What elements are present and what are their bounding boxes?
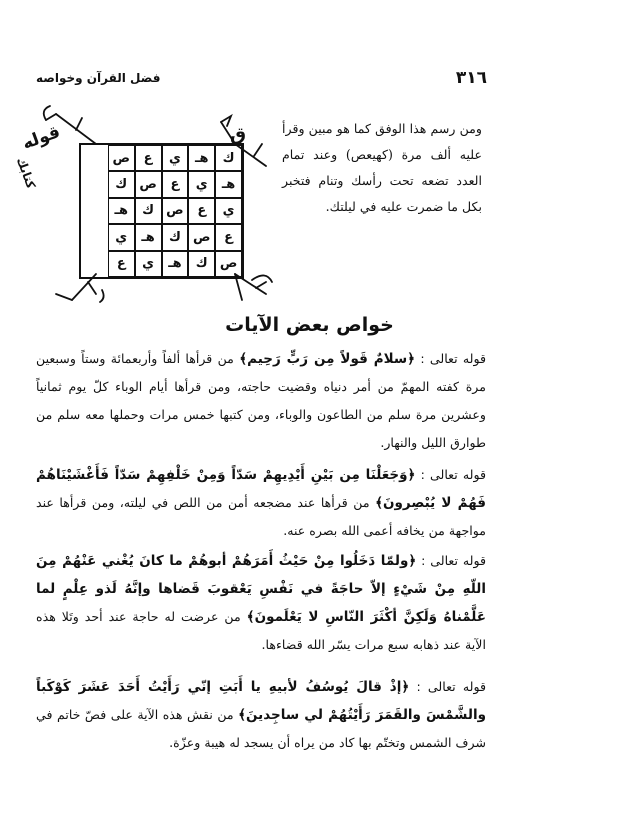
section-title: خواص بعض الآيات [225, 314, 394, 336]
grid-cell: ي [162, 145, 189, 171]
grid-cell: ع [215, 224, 242, 250]
corner-word-top-right: ق [230, 124, 247, 145]
grid-cell: ع [135, 145, 162, 171]
grid-cell [81, 251, 108, 277]
corner-word-left: كتابك [13, 155, 39, 191]
grid-cell: ك [215, 145, 242, 171]
quran-verse: ﴿وَجَعَلْنَا مِن بَيْنِ أَيْدِيهِمْ سَدّاً وَمِنْ خَلْفِهِمْ سَدّاً فَأَغْشَيْنَاهُمْ فَهُمْ لا يُبْصِرونَ﴾ [36, 467, 486, 511]
grid-cell [81, 145, 108, 171]
intro-paragraph: ومن رسم هذا الوفق كما هو مبين وقرأ عليه ألف مرة (كهيعص) وعند تمام العدد تضعه تحت رأسك وتنام فتخبر بكل ما ضمرت عليه في ليلتك. [282, 121, 482, 214]
paragraph-text: من عرضت له حاجة عند أحد وتَلا هذه الآية عند ذهابه سبع مرات يسّر الله قضاءها. [36, 609, 486, 652]
corner-word-top-left: قوله [19, 122, 63, 154]
paragraph-4 [36, 673, 486, 757]
quran-verse: ﴿إذْ قالَ يُوسُفُ لأبيهِ يا أَبَتِ إنّي رَأَيْتُ أَحَدَ عَشَرَ كَوْكَباً والشَّمْسَ والقَمَرَ رَأَيْتُهُمْ لي ساجِدينَ﴾ [36, 679, 487, 723]
grid-cell [81, 198, 108, 224]
grid-cell: هـ [135, 224, 162, 250]
paragraph-text: من قرأها ألفاً وأربعمائة وستاً وسبعين مرة كفته المهمّ من أمر دنياه وقضيت حاجته، ومن قرأها أيام الوباء كلّ يوم ثمانياً وعشرين مرة سلم من الطاعون والوباء، ومن كتبها خمس مرات وحملها معه سلم من طوارق الليل والنهار. [36, 351, 486, 450]
grid-cell: ع [162, 171, 189, 197]
page-number: ٣١٦ [455, 68, 487, 88]
paragraph-1 [36, 345, 486, 457]
running-title: فضل القرآن وخواصه [36, 71, 161, 85]
quran-verse: ﴿ولمّا دَخَلُوا مِنْ حَيْثُ أَمَرَهُمْ أبوهُمْ ما كانَ يُغْني عَنْهُمْ مِنَ اللّهِ مِنْ شَيْءٍ إلاّ حاجَةً في نَفْسِ يَعْقوبَ قَضاها وإنَّهُ لَذو عِلْمٍ لما عَلَّمْناهُ وَلَكِنَّ أكْثَرَ النّاسِ لا يَعْلَمونَ﴾ [36, 553, 486, 625]
grid-cell: ي [188, 171, 215, 197]
grid-cell: هـ [162, 251, 189, 277]
grid-cell: ص [215, 251, 242, 277]
grid-cell: ص [162, 198, 189, 224]
grid-cell: ي [108, 224, 135, 250]
grid-cell: ص [188, 224, 215, 250]
grid-cell: ص [108, 145, 135, 171]
paragraph-lead: قوله تعالى : [420, 351, 486, 366]
grid-cell: ع [188, 198, 215, 224]
paragraph-lead: قوله تعالى : [420, 467, 486, 482]
paragraph-3 [36, 547, 486, 659]
grid-cell [81, 171, 108, 197]
grid-cell [81, 224, 108, 250]
grid-cell: هـ [215, 171, 242, 197]
quran-verse: ﴿سلامٌ قَولاً مِن رَبٍّ رَحِيم﴾ [239, 351, 416, 367]
grid-cell: هـ [108, 198, 135, 224]
paragraph-lead: قوله تعالى : [416, 679, 486, 694]
paragraph-text: من قرأها عند مضجعه أمن من اللص في ليلته، ومن قرأها عند مواجهة من يخافه أعمى الله بصره عنه. [36, 495, 486, 538]
paragraph-lead: قوله تعالى : [421, 553, 486, 568]
grid-cell: ك [135, 198, 162, 224]
page-header [36, 66, 487, 90]
grid-cell: ع [108, 251, 135, 277]
grid-cell: ك [188, 251, 215, 277]
paragraph-2 [36, 461, 486, 545]
grid-cell: ي [135, 251, 162, 277]
paragraph-text: من نقش هذه الآية على فصّ خاتم في شرف الشمس وتختّم بها كاد من يراه أن يسجد له هيبة وعزّة. [36, 707, 486, 750]
grid-cell: ي [215, 198, 242, 224]
talisman-grid [79, 143, 244, 279]
grid-cell: ك [108, 171, 135, 197]
grid-cell: ك [162, 224, 189, 250]
grid-cell: هـ [188, 145, 215, 171]
grid-cell: ص [135, 171, 162, 197]
